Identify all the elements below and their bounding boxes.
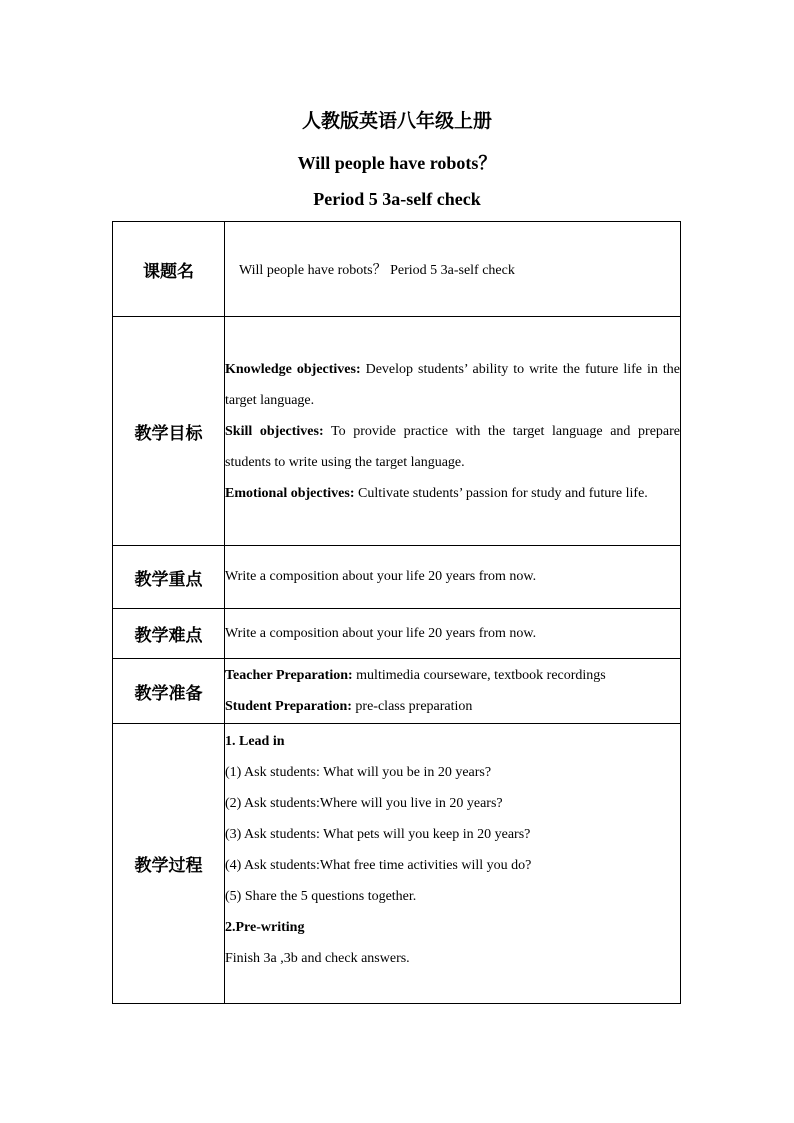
process-item: (4) Ask students:What free time activities will you do?	[225, 858, 532, 873]
process-item: (5) Share the 5 questions together.	[225, 889, 417, 904]
key-points-value: Write a composition about your life 20 years from now.	[225, 546, 681, 609]
teacher-prep-label: Teacher Preparation:	[225, 668, 353, 683]
teacher-prep-text: multimedia courseware, textbook recordings	[356, 668, 606, 683]
row-topic	[113, 222, 681, 317]
skill-label: Skill objectives:	[225, 423, 324, 439]
label-difficulties: 教学难点	[113, 609, 225, 659]
lesson-period: Period 5 3a-self check	[313, 189, 481, 209]
label-key-points: 教学重点	[113, 546, 225, 609]
student-prep-text: pre-class preparation	[355, 699, 473, 714]
document-title: 人教版英语八年级上册	[301, 110, 492, 132]
topic-value: Will people have robots？ Period 5 3a-self check	[225, 222, 681, 317]
label-topic: 课题名	[113, 222, 225, 317]
label-preparation: 教学准备	[113, 659, 225, 724]
process-item: (1) Ask students: What will you be in 20 years?	[225, 765, 492, 780]
knowledge-label: Knowledge objectives:	[225, 361, 361, 377]
knowledge-objective	[225, 354, 680, 416]
label-objectives: 教学目标	[113, 317, 225, 546]
process-item: (3) Ask students: What pets will you keep in 20 years?	[225, 827, 531, 842]
row-process	[113, 724, 681, 1004]
lesson-subtitle: Will people have robots？	[297, 153, 497, 173]
section-lead-in-title: 1. Lead in	[225, 734, 285, 749]
process-cell	[225, 724, 681, 1004]
lesson-plan-table	[112, 221, 681, 1004]
process-item: (2) Ask students:Where will you live in 20 years?	[225, 796, 503, 811]
row-objectives	[113, 317, 681, 546]
skill-objective	[225, 416, 680, 478]
difficulties-value: Write a composition about your life 20 years from now.	[225, 609, 681, 659]
emotional-text: Cultivate students’ passion for study and future life.	[357, 485, 648, 501]
student-preparation	[225, 691, 680, 722]
skill-text: To provide practice with the target language and prepare students to write using the target language.	[225, 423, 680, 470]
preparation-cell	[225, 659, 681, 724]
row-key-points	[113, 546, 681, 609]
teacher-preparation	[225, 660, 680, 691]
objectives-cell	[225, 317, 681, 546]
emotional-label: Emotional objectives:	[225, 485, 355, 501]
label-process: 教学过程	[113, 724, 225, 1004]
pre-writing-text: Finish 3a ,3b and check answers.	[225, 951, 410, 966]
student-prep-label: Student Preparation:	[225, 699, 352, 714]
row-preparation	[113, 659, 681, 724]
emotional-objective	[225, 478, 680, 509]
knowledge-text: Develop students’ ability to write the future life in the target language.	[225, 361, 680, 408]
section-pre-writing-title: 2.Pre-writing	[225, 920, 305, 935]
row-difficulties	[113, 609, 681, 659]
